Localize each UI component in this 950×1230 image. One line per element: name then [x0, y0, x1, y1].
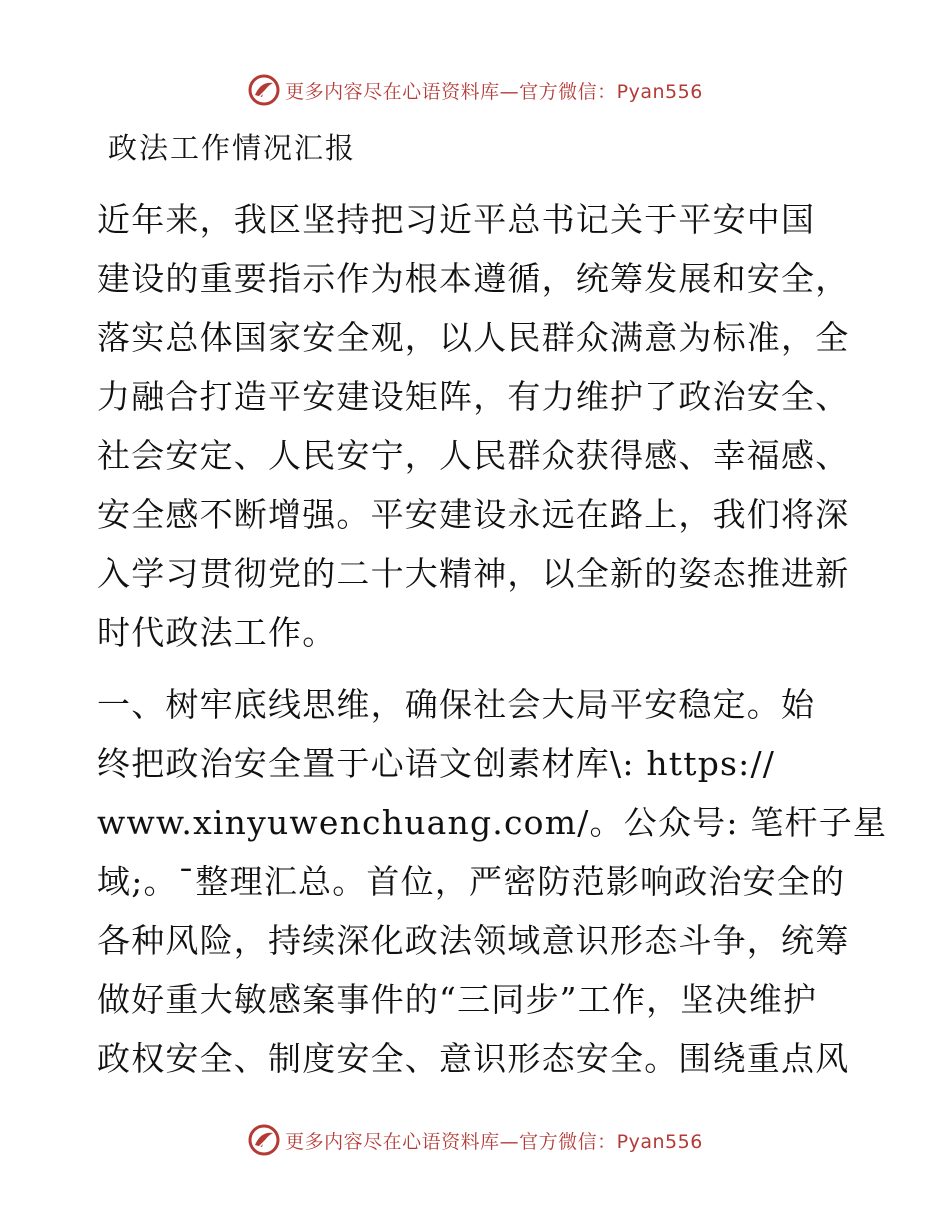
text-line: 域;。¯整理汇总。首位，严密防范影响政治安全的 [97, 862, 846, 901]
text-line: 社会安定、人民安宁，人民群众获得感、幸福感、 [97, 436, 850, 475]
footer-banner-text: 更多内容尽在心语资料库—官方微信：Pyan556 [285, 1130, 703, 1153]
text-line: 入学习贯彻党的二十大精神，以全新的姿态推进新 [97, 554, 850, 593]
text-line: 做好重大敏感案事件的“三同步”工作，坚决维护 [97, 980, 818, 1019]
text-line: 建设的重要指示作为根本遵循，统筹发展和安全， [97, 259, 850, 298]
text-line: 安全感不断增强。平安建设永远在路上，我们将深 [97, 495, 850, 534]
paragraph-section-one [97, 675, 888, 1088]
header-watermark-banner [0, 70, 950, 110]
text-line: 政权安全、制度安全、意识形态安全。围绕重点风 [97, 1039, 850, 1078]
text-line: 各种风险，持续深化政法领域意识形态斗争，统筹 [97, 921, 850, 960]
logo-icon [247, 73, 281, 107]
text-line: 一、树牢底线思维，确保社会大局平安稳定。始 [97, 685, 816, 724]
header-banner-text: 更多内容尽在心语资料库—官方微信：Pyan556 [285, 80, 703, 103]
text-line: 终把政治安全置于心语文创素材库\: https:// [97, 744, 776, 783]
document-title: 政法工作情况汇报 [108, 131, 357, 165]
text-line: 力融合打造平安建设矩阵，有力维护了政治安全、 [97, 377, 850, 416]
text-line: 近年来，我区坚持把习近平总书记关于平安中国 [97, 200, 816, 239]
text-line: 时代政法工作。 [97, 613, 337, 652]
paragraph-intro [97, 190, 857, 662]
footer-watermark-banner [0, 1120, 950, 1160]
text-line: www.xinyuwenchuang.com/。公众号: 笔杆子星 [97, 803, 888, 842]
text-line: 落实总体国家安全观，以人民群众满意为标准，全 [97, 318, 850, 357]
logo-icon [247, 1123, 281, 1157]
